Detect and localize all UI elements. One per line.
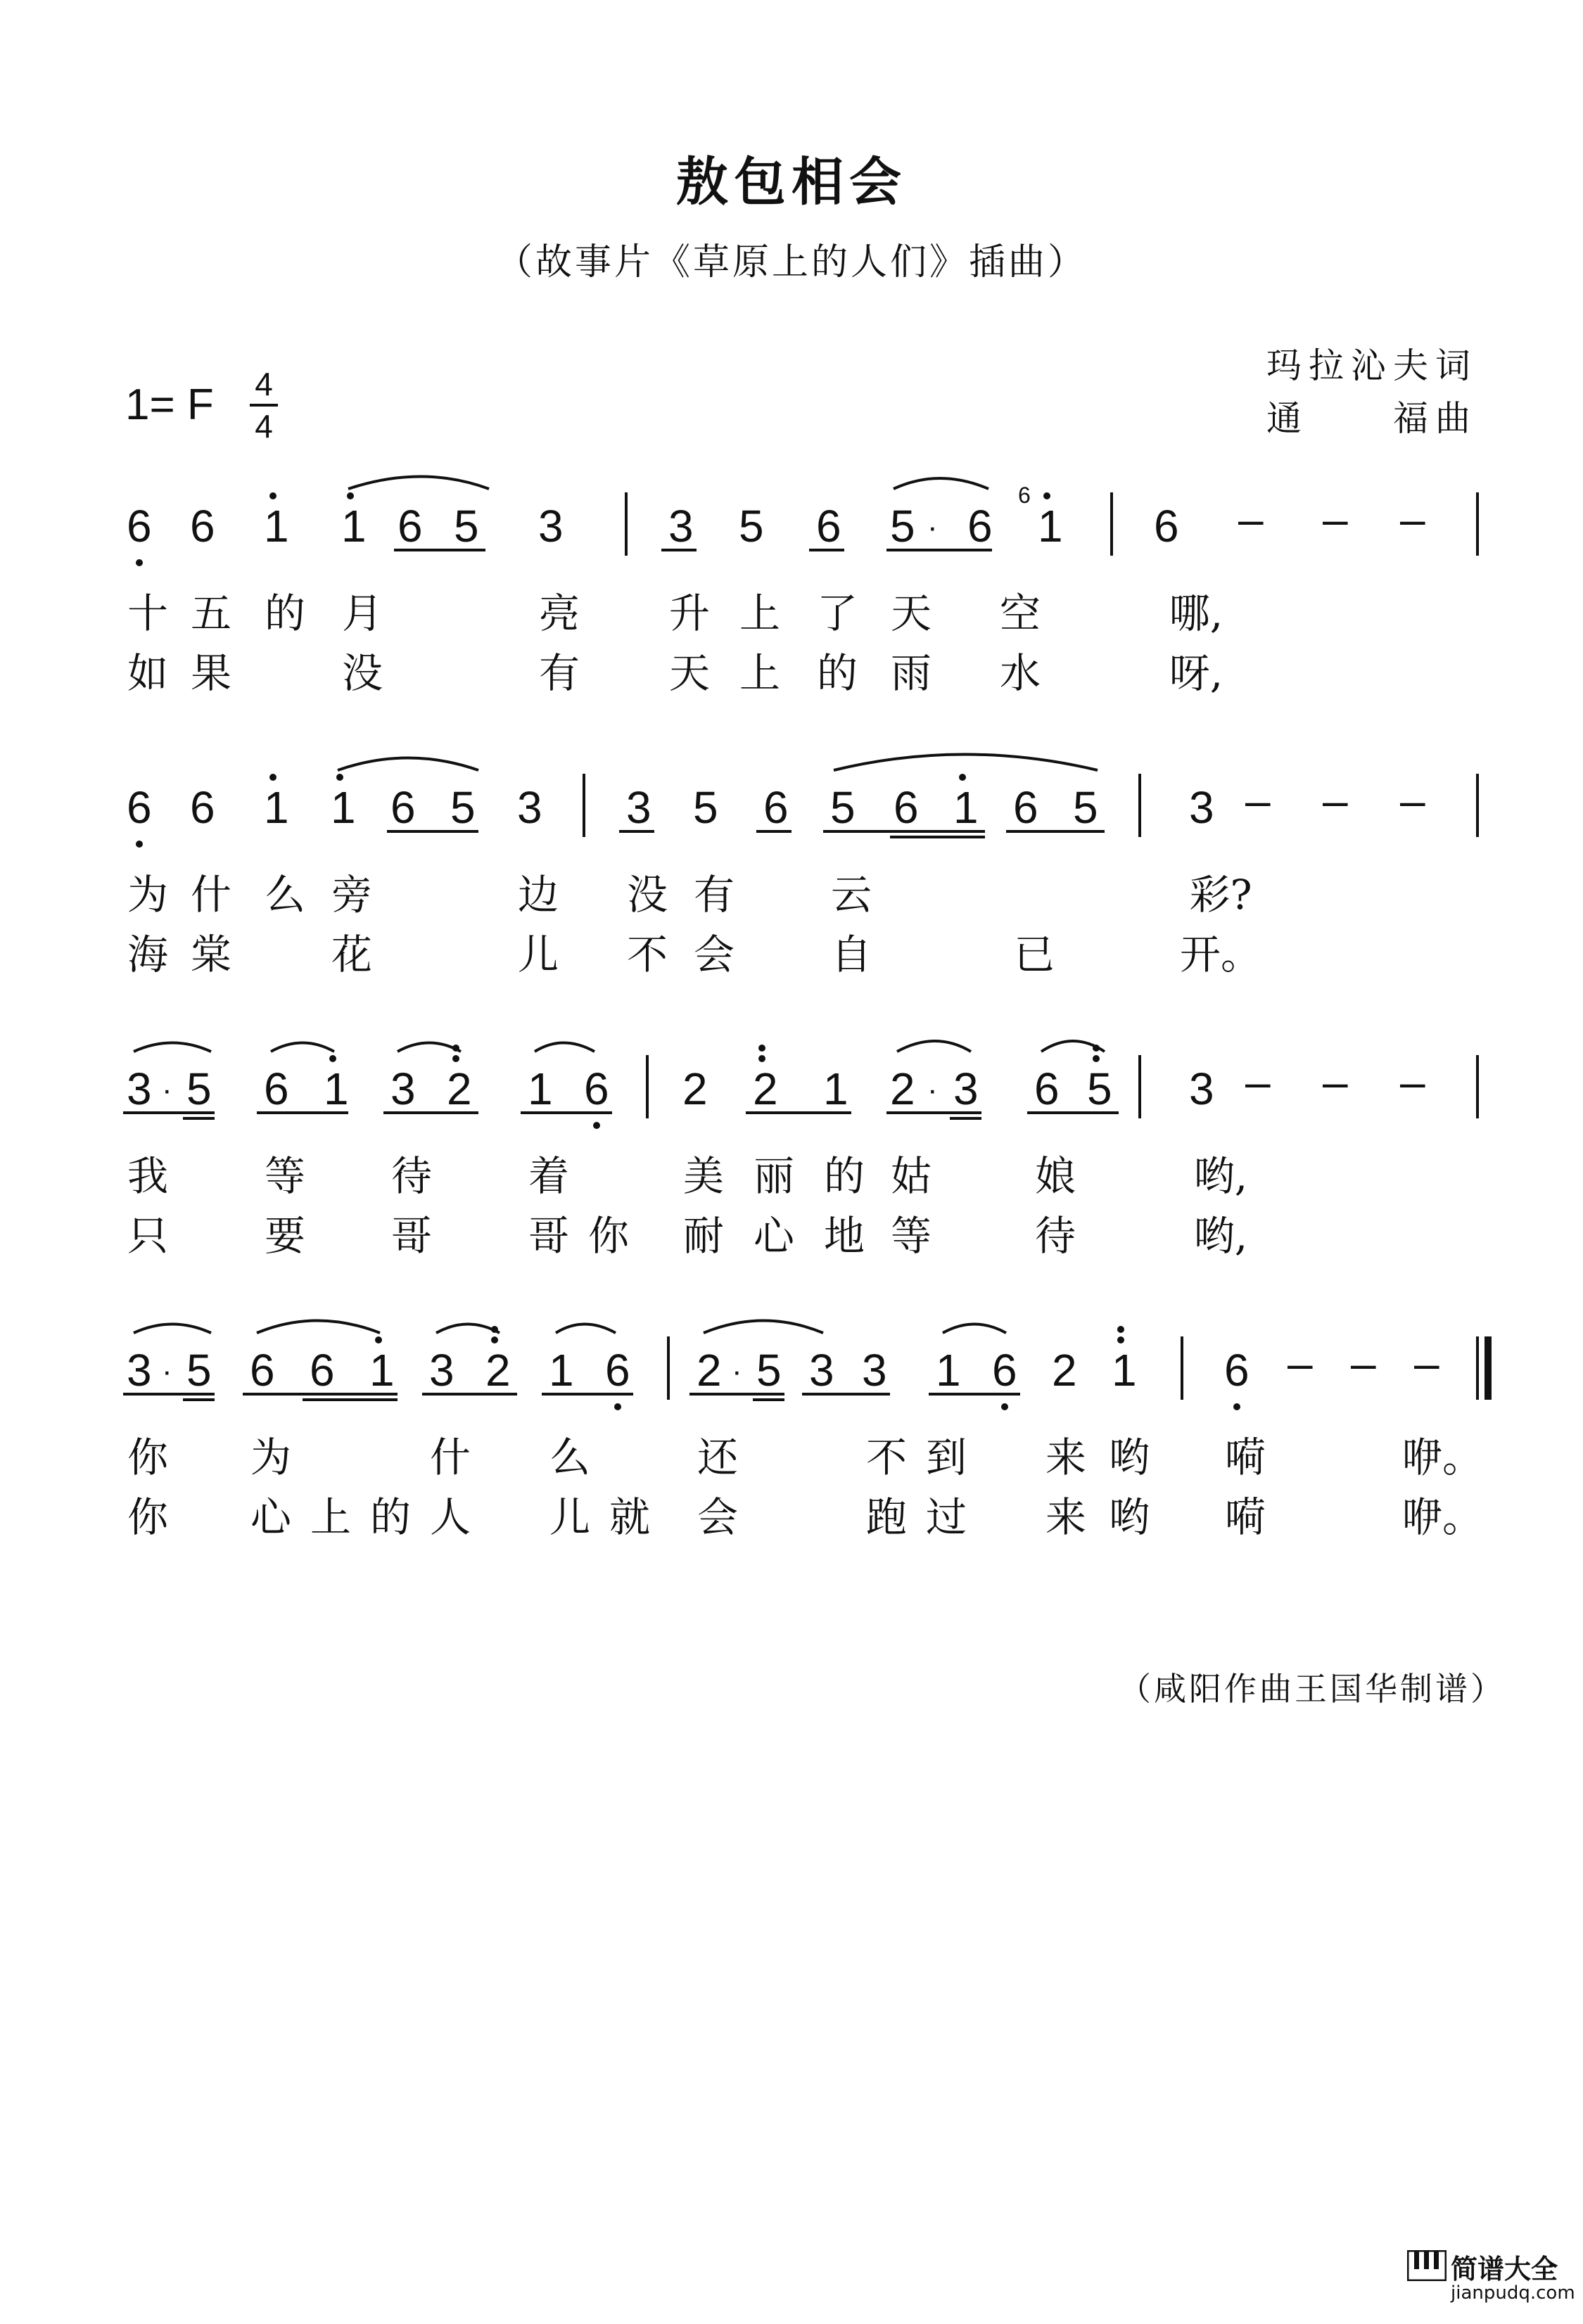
- lyric-syllable: 来: [1045, 1434, 1086, 1481]
- time-signature-bottom: 4: [255, 408, 273, 445]
- svg-text:3: 3: [1189, 1064, 1214, 1114]
- lyric-syllable: 你: [127, 1434, 168, 1481]
- svg-text:2: 2: [682, 1064, 708, 1114]
- svg-text:5: 5: [1087, 1064, 1112, 1114]
- svg-text:6: 6: [310, 1345, 335, 1396]
- lyrics-line-2b: [0, 921, 1583, 978]
- lyric-syllable: 天: [668, 649, 710, 697]
- svg-text:6: 6: [264, 1064, 289, 1114]
- svg-text:6: 6: [398, 501, 423, 551]
- notation-line-2: [0, 746, 1583, 858]
- lyric-syllable: 棠: [190, 931, 231, 978]
- lyric-syllable: 么: [264, 871, 305, 919]
- lyric-syllable: 十: [127, 589, 168, 637]
- svg-text:5: 5: [830, 782, 856, 833]
- svg-text:–: –: [1288, 1338, 1313, 1388]
- lyric-syllable: 上: [739, 649, 780, 697]
- lyric-syllable: 水: [999, 649, 1041, 697]
- svg-text:1: 1: [264, 501, 289, 551]
- svg-text:1: 1: [341, 501, 367, 551]
- svg-text:–: –: [1245, 1056, 1271, 1107]
- lyric-syllable: 雨: [890, 649, 932, 697]
- svg-text:2: 2: [890, 1064, 915, 1114]
- lyric-syllable: 开。: [1179, 931, 1261, 978]
- svg-text:2: 2: [485, 1345, 511, 1396]
- lyric-syllable: 哪,: [1169, 589, 1223, 637]
- lyric-syllable: 哟,: [1193, 1212, 1248, 1260]
- lyric-syllable: 会: [697, 1493, 738, 1541]
- lyrics-line-4a: [0, 1424, 1583, 1481]
- svg-text:3: 3: [809, 1345, 834, 1396]
- svg-text:·: ·: [162, 1073, 172, 1107]
- lyric-syllable: 么: [549, 1434, 590, 1481]
- lyric-syllable: 耐: [682, 1212, 724, 1260]
- key-signature: 1= F: [125, 381, 214, 429]
- composer-credit: 通 福曲: [1266, 398, 1477, 439]
- lyric-syllable: 我: [127, 1152, 168, 1200]
- svg-text:1: 1: [369, 1345, 395, 1396]
- lyric-syllable: 嗬: [1224, 1493, 1266, 1541]
- lyric-syllable: 咿。: [1401, 1493, 1483, 1541]
- watermark-url: jianpudq.com: [1451, 2282, 1575, 2304]
- lyric-syllable: 只: [127, 1212, 168, 1260]
- lyric-syllable: 天: [890, 589, 932, 637]
- svg-text:6: 6: [190, 501, 215, 551]
- lyric-syllable: 没: [341, 649, 383, 697]
- lyric-syllable: 美: [682, 1152, 724, 1200]
- lyric-syllable: 丽: [753, 1152, 794, 1200]
- transcriber-note: （咸阳作曲王国华制谱）: [1119, 1670, 1506, 1708]
- svg-text:5: 5: [186, 1345, 212, 1396]
- lyric-syllable: 边: [517, 871, 559, 919]
- svg-text:·: ·: [927, 1073, 938, 1107]
- svg-text:5: 5: [454, 501, 479, 551]
- lyric-syllable: 哟: [1108, 1493, 1150, 1541]
- svg-text:6: 6: [1154, 501, 1179, 551]
- svg-text:5: 5: [693, 782, 718, 833]
- lyric-syllable: 的: [823, 1152, 865, 1200]
- lyric-syllable: 儿: [549, 1493, 590, 1541]
- lyric-syllable: 上: [310, 1493, 351, 1541]
- lyric-syllable: 要: [264, 1212, 305, 1260]
- lyric-syllable: 有: [693, 871, 735, 919]
- lyrics-line-2a: [0, 862, 1583, 919]
- staff-system-2: [0, 746, 1583, 1020]
- svg-text:6: 6: [1018, 483, 1031, 508]
- lyric-syllable: 海: [127, 931, 168, 978]
- lyrics-line-3b: [0, 1203, 1583, 1260]
- lyric-syllable: 嗬: [1224, 1434, 1266, 1481]
- lyric-syllable: 如: [127, 649, 168, 697]
- lyric-syllable: 有: [538, 649, 580, 697]
- svg-text:·: ·: [927, 510, 938, 544]
- lyric-syllable: 心: [250, 1493, 291, 1541]
- svg-text:3: 3: [390, 1064, 416, 1114]
- svg-text:5: 5: [739, 501, 764, 551]
- svg-text:–: –: [1414, 1338, 1439, 1388]
- svg-text:–: –: [1245, 775, 1271, 826]
- svg-text:6: 6: [992, 1345, 1017, 1396]
- svg-text:3: 3: [862, 1345, 887, 1396]
- lyric-syllable: 呀,: [1169, 649, 1223, 697]
- svg-text:3: 3: [127, 1064, 152, 1114]
- lyric-syllable: 娘: [1034, 1152, 1076, 1200]
- lyric-syllable: 会: [693, 931, 735, 978]
- svg-text:2: 2: [753, 1064, 778, 1114]
- lyric-syllable: 旁: [331, 871, 372, 919]
- lyric-syllable: 姑: [890, 1152, 932, 1200]
- lyric-syllable: 儿: [517, 931, 559, 978]
- lyric-syllable: 等: [264, 1152, 305, 1200]
- svg-text:–: –: [1351, 1338, 1376, 1388]
- lyric-syllable: 什: [190, 871, 231, 919]
- svg-text:3: 3: [127, 1345, 152, 1396]
- lyric-syllable: 什: [429, 1434, 471, 1481]
- staff-system-4: [0, 1308, 1583, 1583]
- svg-text:1: 1: [1038, 501, 1063, 551]
- watermark-name: 简谱大全: [1451, 2254, 1558, 2285]
- svg-text:2: 2: [447, 1064, 472, 1114]
- svg-text:6: 6: [967, 501, 993, 551]
- svg-text:6: 6: [1013, 782, 1038, 833]
- lyric-syllable: 就: [609, 1493, 650, 1541]
- song-subtitle: （故事片《草原上的人们》插曲）: [495, 241, 1087, 283]
- time-signature: [250, 366, 278, 445]
- lyric-syllable: 咿。: [1401, 1434, 1483, 1481]
- svg-text:6: 6: [190, 782, 215, 833]
- lyric-syllable: 已: [1013, 931, 1055, 978]
- svg-text:6: 6: [250, 1345, 275, 1396]
- staff-system-3: [0, 1027, 1583, 1301]
- lyric-syllable: 到: [925, 1434, 967, 1481]
- lyric-syllable: 心: [753, 1212, 794, 1260]
- lyric-syllable: 来: [1045, 1493, 1086, 1541]
- svg-text:1: 1: [1112, 1345, 1137, 1396]
- lyric-syllable: 哟: [1108, 1434, 1150, 1481]
- lyric-syllable: 自: [830, 931, 872, 978]
- lyric-syllable: 月: [341, 589, 383, 637]
- svg-text:6: 6: [605, 1345, 630, 1396]
- watermark-logo: [1407, 2247, 1575, 2318]
- lyric-syllable: 彩?: [1189, 871, 1252, 919]
- svg-text:5: 5: [186, 1064, 212, 1114]
- svg-text:–: –: [1400, 1056, 1425, 1107]
- svg-text:1: 1: [264, 782, 289, 833]
- svg-text:1: 1: [549, 1345, 574, 1396]
- svg-text:6: 6: [894, 782, 919, 833]
- svg-text:3: 3: [429, 1345, 454, 1396]
- svg-text:–: –: [1400, 775, 1425, 826]
- lyric-syllable: 为: [250, 1434, 291, 1481]
- svg-text:–: –: [1323, 1056, 1348, 1107]
- svg-text:–: –: [1323, 775, 1348, 826]
- notation-line-1: [0, 464, 1583, 577]
- lyric-syllable: 了: [816, 589, 858, 637]
- svg-text:6: 6: [584, 1064, 609, 1114]
- svg-text:3: 3: [668, 501, 694, 551]
- lyric-syllable: 不: [626, 931, 668, 978]
- lyric-syllable: 等: [890, 1212, 932, 1260]
- lyric-syllable: 五: [190, 589, 231, 637]
- svg-text:–: –: [1238, 494, 1264, 544]
- svg-text:–: –: [1400, 494, 1425, 544]
- lyric-syllable: 过: [925, 1493, 967, 1541]
- svg-text:2: 2: [1052, 1345, 1077, 1396]
- svg-text:1: 1: [823, 1064, 848, 1114]
- lyric-syllable: 升: [668, 589, 710, 637]
- lyrics-line-1b: [0, 640, 1583, 697]
- lyric-syllable: 的: [264, 589, 305, 637]
- svg-text:6: 6: [1034, 1064, 1060, 1114]
- lyric-syllable: 哥: [528, 1212, 569, 1260]
- svg-text:3: 3: [1189, 782, 1214, 833]
- lyric-syllable: 还: [697, 1434, 738, 1481]
- lyric-syllable: 果: [190, 649, 231, 697]
- lyric-syllable: 待: [1034, 1212, 1076, 1260]
- svg-text:5: 5: [450, 782, 476, 833]
- lyric-syllable: 为: [127, 871, 168, 919]
- svg-text:1: 1: [331, 782, 356, 833]
- svg-text:6: 6: [127, 782, 152, 833]
- svg-text:6: 6: [127, 501, 152, 551]
- svg-text:5: 5: [1073, 782, 1098, 833]
- lyric-syllable: 花: [331, 931, 372, 978]
- lyric-syllable: 着: [528, 1152, 569, 1200]
- svg-text:·: ·: [162, 1354, 172, 1388]
- lyric-syllable: 的: [816, 649, 858, 697]
- lyric-syllable: 哟,: [1193, 1152, 1248, 1200]
- svg-text:3: 3: [538, 501, 564, 551]
- svg-text:1: 1: [936, 1345, 961, 1396]
- notation-line-4: [0, 1308, 1583, 1421]
- notation-line-3: [0, 1027, 1583, 1139]
- svg-text:6: 6: [1224, 1345, 1250, 1396]
- svg-text:·: ·: [732, 1354, 742, 1388]
- svg-text:6: 6: [763, 782, 789, 833]
- lyric-syllable: 的: [369, 1493, 411, 1541]
- lyric-syllable: 没: [626, 871, 668, 919]
- lyric-syllable: 哥: [390, 1212, 432, 1260]
- svg-text:6: 6: [390, 782, 416, 833]
- lyrics-line-3a: [0, 1143, 1583, 1200]
- svg-text:–: –: [1323, 494, 1348, 544]
- lyrics-line-4b: [0, 1484, 1583, 1541]
- svg-text:5: 5: [756, 1345, 782, 1396]
- lyrics-line-1a: [0, 580, 1583, 637]
- svg-text:5: 5: [890, 501, 915, 551]
- lyric-syllable: 跑: [865, 1493, 907, 1541]
- svg-text:2: 2: [697, 1345, 722, 1396]
- lyric-syllable: 人: [429, 1493, 471, 1541]
- lyric-syllable: 你: [587, 1212, 629, 1260]
- lyric-syllable: 地: [823, 1212, 865, 1260]
- svg-text:3: 3: [517, 782, 542, 833]
- lyric-syllable: 云: [830, 871, 872, 919]
- song-title: 敖包相会: [676, 152, 907, 212]
- piano-keys-icon: [1407, 2250, 1447, 2281]
- svg-text:3: 3: [953, 1064, 979, 1114]
- svg-text:1: 1: [528, 1064, 553, 1114]
- lyric-syllable: 不: [865, 1434, 907, 1481]
- lyric-syllable: 待: [390, 1152, 432, 1200]
- svg-text:1: 1: [953, 782, 979, 833]
- lyric-syllable: 上: [739, 589, 780, 637]
- lyric-syllable: 亮: [538, 589, 580, 637]
- svg-text:6: 6: [816, 501, 841, 551]
- lyricist-credit: 玛拉沁夫词: [1266, 345, 1477, 386]
- time-signature-top: 4: [255, 366, 273, 402]
- lyric-syllable: 空: [999, 589, 1041, 637]
- svg-text:3: 3: [626, 782, 651, 833]
- lyric-syllable: 你: [127, 1493, 168, 1541]
- staff-system-1: [0, 464, 1583, 739]
- svg-text:1: 1: [324, 1064, 349, 1114]
